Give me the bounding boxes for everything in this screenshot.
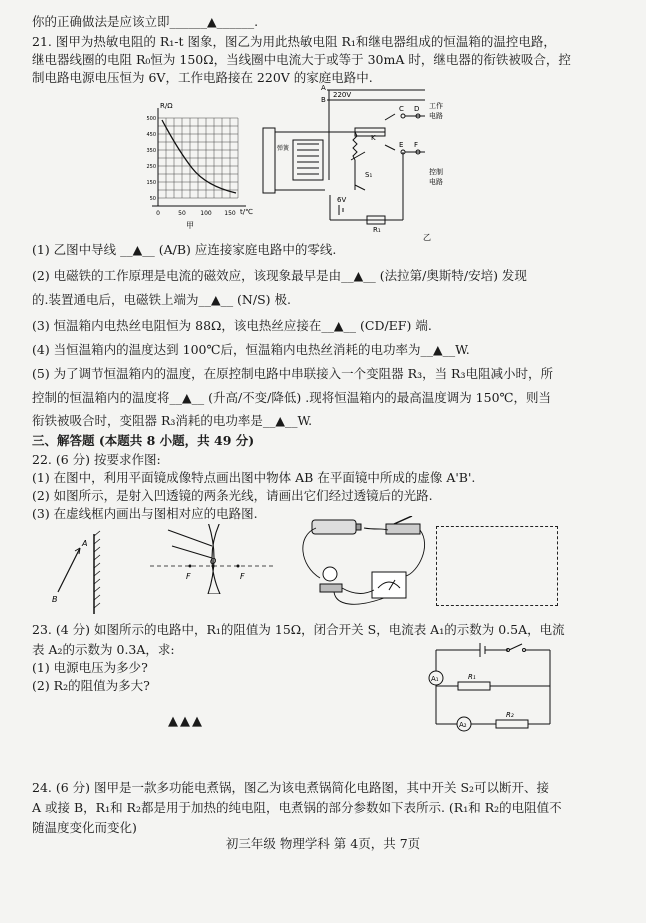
q22-part3: (3) 在虚线框内画出与图相对应的电路图. <box>32 506 258 521</box>
q23-part2: (2) R₂的阻值为多大? <box>32 678 150 693</box>
mirror-label-a: A <box>82 539 88 548</box>
graph-ytick: 250 <box>146 164 156 170</box>
q21-stem-line1: 21. 图甲为热敏电阻的 R₁-t 图象，图乙为用此热敏电阻 R₁和继电器组成的恒温箱的温控电路， <box>32 34 556 49</box>
q24-stem-line3: 随温度变化而变化) <box>32 820 137 835</box>
lens-label-f-left: F <box>186 572 191 581</box>
circuit-label-work: 工作 <box>429 102 443 110</box>
q24-stem-line2: A 或接 B，R₁和 R₂都是用于加热的纯电阻，电煮锅的部分参数如下表所示. (R₁和 R₂的电阻值不 <box>32 800 562 815</box>
circuit-label-control-2: 电路 <box>429 178 443 186</box>
q21-part2-line1: (2) 电磁铁的工作原理是电流的磁效应，该现象最早是由__▲__ (法拉第/奥斯特/安培) 发现 <box>32 268 527 283</box>
q22-part2: (2) 如图所示，是射入凹透镜的两条光线，请画出它们经过透镜后的光路. <box>32 488 433 503</box>
q21-part5-line2: 控制的恒温箱内的温度将__▲__ (升高/不变/降低) .现将恒温箱内的最高温度调为 150℃，则当 <box>32 390 552 405</box>
figure-22-physical-circuit <box>296 516 432 610</box>
circuit-label-work-2: 电路 <box>429 112 443 120</box>
circuit-label-6v: 6V <box>337 196 347 204</box>
circuit-label-spring: 弹簧 <box>277 145 290 152</box>
figure-21-graph <box>128 98 258 238</box>
graph-ytick: 150 <box>146 180 156 186</box>
q21-part5-line1: (5) 为了调节恒温箱内的温度，在原控制电路中串联接入一个变阻器 R₃，当 R₃电阻减小时，所 <box>32 366 553 381</box>
q22-stem: 22. (6 分) 按要求作图: <box>32 452 161 467</box>
figure-22-mirror <box>36 528 116 618</box>
graph-ytick: 350 <box>146 148 156 154</box>
figure-21-circuit <box>255 80 455 245</box>
graph-xtick: 50 <box>178 210 186 217</box>
circuit-label-control: 控制 <box>429 168 443 176</box>
circuit-label-b: B <box>321 96 326 104</box>
mirror-label-b: B <box>52 595 58 604</box>
q20-tail: 你的正确做法是应该立即______▲______. <box>32 14 259 29</box>
q21-stem-line2: 继电器线圈的电阻 R₀恒为 150Ω，当线圈中电流大于或等于 30mA 时，继电器的衔铁被吸合，控 <box>32 52 571 67</box>
q21-part2-line2: 的.装置通电后，电磁铁上端为__▲__ (N/S) 极. <box>32 292 291 307</box>
graph-xlabel: t/℃ <box>240 208 253 216</box>
resistor-r1-label: R₁ <box>468 673 476 681</box>
q21-part4: (4) 当恒温箱内的温度达到 100℃后，恒温箱内电热丝消耗的电功率为__▲__W. <box>32 342 470 357</box>
circuit-label-d: D <box>414 105 420 113</box>
graph-xtick: 100 <box>200 210 212 217</box>
lens-label-o: O <box>210 557 217 566</box>
circuit-label-r1: R₁ <box>373 226 381 234</box>
graph-xtick: 0 <box>156 210 160 217</box>
answer-placeholder: ▲▲▲ <box>168 714 204 729</box>
page-footer: 初三年级 物理学科 第 4页，共 7页 <box>225 836 421 851</box>
circuit-caption: 乙 <box>423 233 431 242</box>
q21-part1: (1) 乙图中导线 __▲__ (A/B) 应连接家庭电路中的零线. <box>32 242 337 257</box>
graph-ytick: 450 <box>146 132 156 138</box>
q24-stem-line1: 24. (6 分) 图甲是一款多功能电煮锅，图乙为该电煮锅简化电路图，其中开关 S₂可以断开、接 <box>32 780 550 795</box>
q23-part1: (1) 电源电压为多少? <box>32 660 148 675</box>
graph-xtick: 150 <box>224 210 236 217</box>
q21-part3: (3) 恒温箱内电热丝电阻恒为 88Ω，该电热丝应接在__▲__ (CD/EF) 端. <box>32 318 432 333</box>
resistor-r2-label: R₂ <box>506 711 514 719</box>
graph-caption: 甲 <box>186 221 194 230</box>
graph-ylabel: R/Ω <box>160 102 173 110</box>
circuit-label-e: E <box>399 141 404 149</box>
figure-23-circuit <box>418 640 558 740</box>
circuit-label-a: A <box>321 84 326 92</box>
circuit-label-k: K <box>371 134 376 142</box>
graph-ytick: 500 <box>146 116 156 122</box>
circuit-label-c: C <box>399 105 404 113</box>
q21-stem-line3: 制电路电源电压恒为 6V，工作电路接在 220V 的家庭电路中. <box>32 70 373 85</box>
q23-stem-line2: 表 A₂的示数为 0.3A，求: <box>32 642 175 657</box>
ammeter-a1-label: A₁ <box>431 675 439 683</box>
section-title: 三、解答题 (本题共 8 小题，共 49 分) <box>32 433 255 448</box>
circuit-label-f: F <box>414 141 419 149</box>
lens-label-f-right: F <box>240 572 245 581</box>
q21-part5-line3: 衔铁被吸合时，变阻器 R₃消耗的电功率是__▲__W. <box>32 413 313 428</box>
graph-ytick: 50 <box>149 196 156 202</box>
q23-stem-line1: 23. (4 分) 如图所示的电路中，R₁的阻值为 15Ω，闭合开关 S，电流表 A₁的示数为 0.5A，电流 <box>32 622 565 637</box>
q22-part1: (1) 在图中，利用平面镜成像特点画出图中物体 AB 在平面镜中所成的虚像 A'B'. <box>32 470 476 485</box>
circuit-label-220v: 220V <box>333 91 352 99</box>
circuit-label-s1: S₁ <box>365 171 373 179</box>
ammeter-a2-label: A₂ <box>459 721 467 729</box>
figure-22-lens <box>150 524 280 594</box>
figure-22-answer-box <box>436 526 558 606</box>
